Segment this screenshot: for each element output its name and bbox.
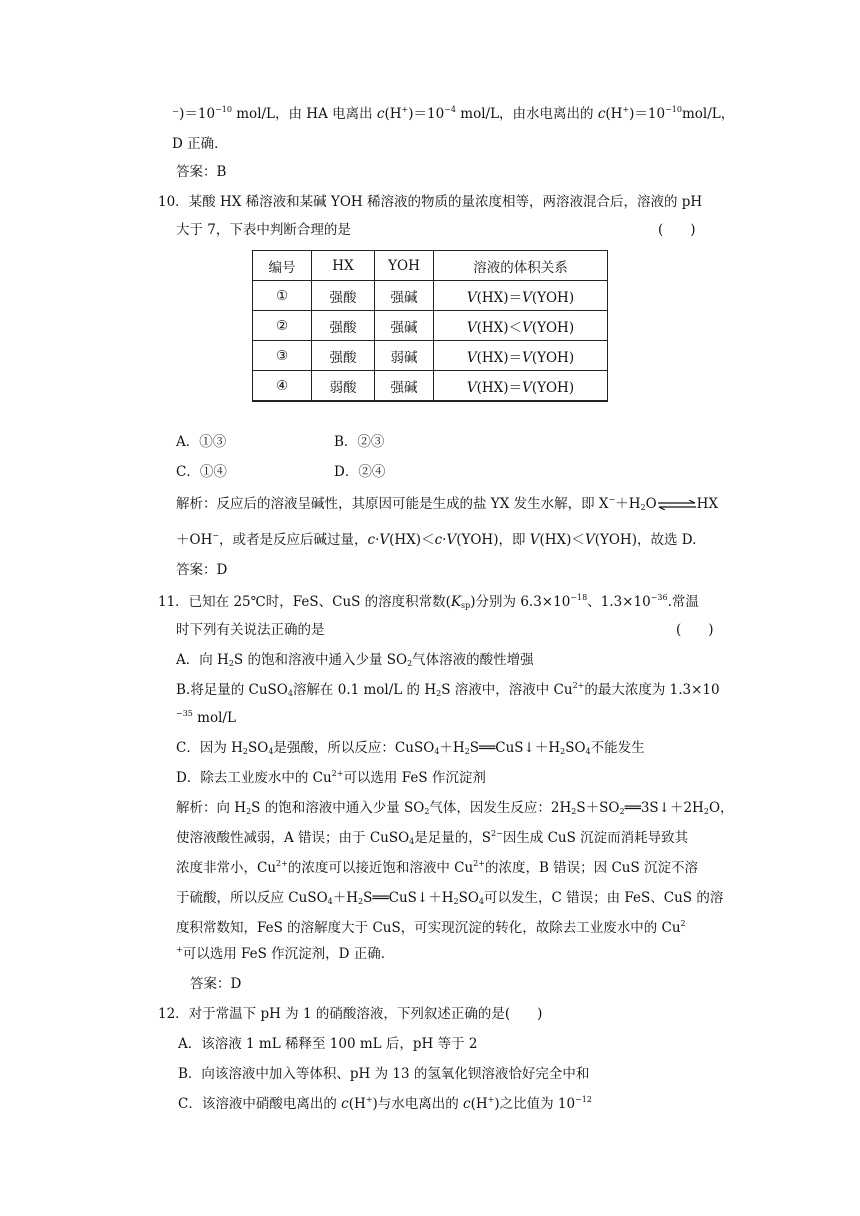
analysis-text: ＋OH−，或者是反应后碱过量，c·V(HX)＜c·V(YOH)，即 V(HX)＜V(YOH)，故选 D.: [176, 531, 697, 548]
table-header-cell: 编号: [253, 251, 312, 281]
option-b: B．向该溶液中加入等体积、pH 为 13 的氢氧化钡溶液恰好完全中和: [178, 1066, 590, 1082]
analysis-text: 解析：向 $H_2S$ 的饱和溶液中通入少量 $SO_2$气体，因发生反应：$2H_2S+SO_2══3S↓+2H_2O$，: [176, 800, 734, 816]
option-c: C．因为 $H_2SO_4$是强酸，所以反应：$CuSO_4+H_2S══CuS↓+H_2SO_4$不能发生: [176, 740, 645, 756]
analysis-text: 浓度非常小，$Cu^{2+}$的浓度可以接近饱和溶液中 $Cu^{2+}$的浓度，B 错误；因 CuS 沉淀不溶: [176, 859, 699, 876]
table-cell: V(HX)＝V(YOH): [434, 371, 608, 401]
table-cell: V(HX)＜V(YOH): [434, 311, 608, 341]
table-empty-row: [253, 401, 608, 402]
table-cell: V(HX)＝V(YOH): [434, 281, 608, 311]
option-c: C．该溶液中硝酸电离出的 c(H+)与水电离出的 c(H+)之比值为 $10^{-12}$: [178, 1095, 592, 1112]
option-b: B．②③: [334, 434, 385, 450]
table-cell: 强酸: [312, 281, 375, 311]
table-cell: V(HX)＝V(YOH): [434, 341, 608, 371]
analysis-text: 于硫酸，所以反应 $CuSO_4+H_2S══CuS↓+H_2SO_4$可以发生，C 错误；由 FeS、CuS 的溶: [176, 890, 724, 906]
table-cell: 强碱: [375, 311, 434, 341]
table-cell: 弱酸: [312, 371, 375, 401]
answer-text: 答案：D: [176, 562, 228, 578]
option-a: A．向 $H_2S$ 的饱和溶液中通入少量 $SO_2$气体溶液的酸性增强: [176, 652, 534, 668]
table-cell: ④: [253, 371, 312, 401]
table-cell: 强酸: [312, 311, 375, 341]
question-10-table: [252, 250, 608, 402]
option-a: A．①③: [176, 434, 227, 450]
question-10-stem-cont: 大于 7，下表中判断合理的是: [176, 222, 351, 238]
answer-text: 答案：B: [176, 164, 227, 180]
analysis-text: 使溶液酸性减弱，A 错误；由于 CuSO$_4$是足量的，$S^{2-}$因生成 CuS 沉淀而消耗导致其: [176, 829, 689, 846]
answer-text: 答案：D: [190, 976, 242, 992]
option-d: D．②④: [334, 464, 386, 480]
table-row: [253, 371, 608, 401]
analysis-text: 解析：反应后的溶液呈碱性，其原因可能是生成的盐 YX 发生水解，即 $X^-+H_2O$ HX: [176, 495, 719, 512]
table-cell: ①: [253, 281, 312, 311]
table-cell: ②: [253, 311, 312, 341]
table-header-cell: YOH: [375, 251, 434, 281]
table-cell: 强碱: [375, 371, 434, 401]
table-header-row: [253, 251, 608, 281]
table-header-cell: 溶液的体积关系: [434, 251, 608, 281]
option-b-cont: $^{-35}$ mol/L: [176, 709, 236, 726]
option-d: D．除去工业废水中的 $Cu^{2+}$可以选用 FeS 作沉淀剂: [176, 769, 486, 786]
table-cell: 强碱: [375, 281, 434, 311]
table-cell: 强酸: [312, 341, 375, 371]
answer-paren: ( ): [676, 622, 714, 638]
table-cell: ③: [253, 341, 312, 371]
question-11-stem-cont: 时下列有关说法正确的是: [176, 622, 325, 638]
answer-paren: ( ): [658, 222, 696, 238]
table-row: [253, 311, 608, 341]
table-cell: 弱碱: [375, 341, 434, 371]
option-b: B.将足量的 CuSO$_4$溶解在 0.1 mol/L 的 $H_2S$ 溶液中，溶液中 $Cu^{2+}$的最大浓度为 1.3×10: [176, 681, 720, 698]
table-header-cell: HX: [312, 251, 375, 281]
question-12-stem: 12．对于常温下 pH 为 1 的硝酸溶液，下列叙述正确的是( ): [158, 1006, 543, 1022]
equilibrium-arrow-icon: [657, 500, 697, 510]
option-c: C．①④: [176, 464, 227, 480]
analysis-text: +可以选用 FeS 作沉淀剂，D 正确．: [176, 945, 395, 962]
table-row: [253, 341, 608, 371]
table-row: [253, 281, 608, 311]
text-line: $^-)=10^{-10}$ mol/L，由 HA 电离出 $c(H^+)=10^{-4}$ mol/L，由水电离出的 $c(H^+)=10^{-10}mol/L$，: [172, 105, 735, 122]
question-11-stem: 11．已知在 25℃时，FeS、CuS 的溶度积常数$(K_{sp})$分别为 $6.3\times 10^{-18}$、$1.3\times 10^{-36}$.常温: [158, 593, 699, 610]
question-10-stem: 10．某酸 HX 稀溶液和某碱 YOH 稀溶液的物质的量浓度相等，两溶液混合后，溶液的 pH: [158, 194, 703, 210]
option-a: A．该溶液 1 mL 稀释至 100 mL 后，pH 等于 2: [178, 1036, 478, 1052]
text-line: D 正确．: [172, 136, 228, 152]
analysis-text: 度积常数知，FeS 的溶解度大于 CuS，可实现沉淀的转化，故除去工业废水中的 Cu$^2$: [176, 919, 686, 936]
